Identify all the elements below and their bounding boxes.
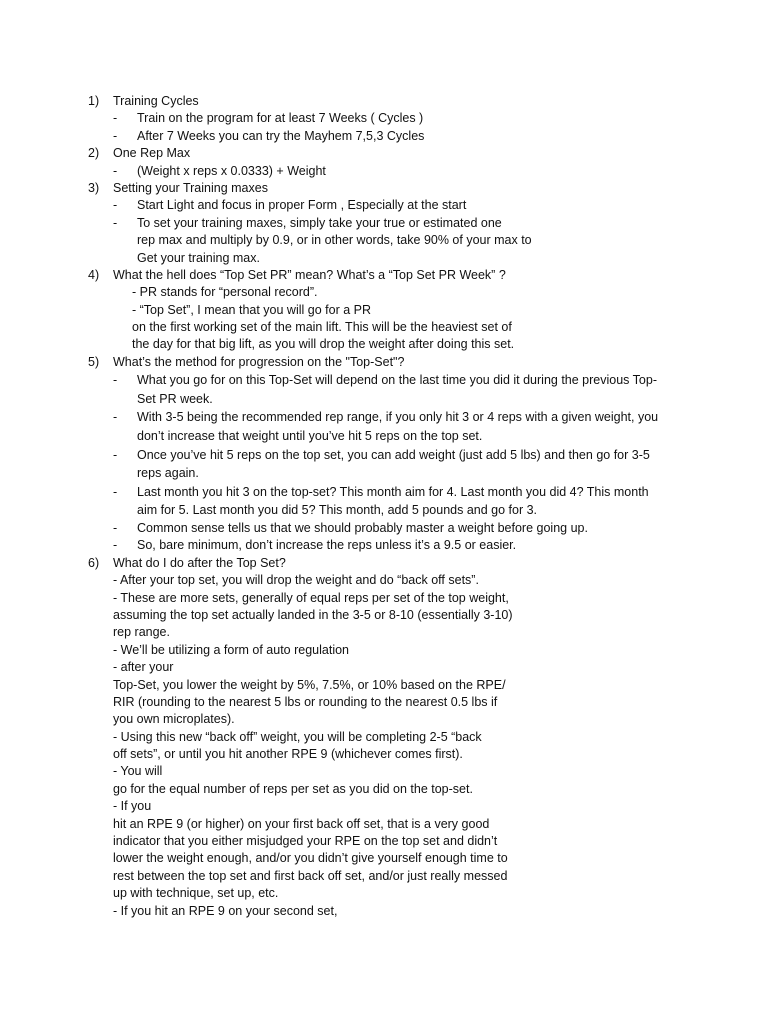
- document-line: [0, 798, 768, 815]
- paragraph-line: RIR (rounding to the nearest 5 lbs or rounding to the nearest 0.5 lbs if: [113, 694, 498, 709]
- section-heading: One Rep Max: [113, 146, 191, 161]
- sub-item-text: the day for that big lift, as you will drop the weight after doing this set.: [132, 337, 515, 352]
- document-line: [0, 371, 768, 390]
- document-line: [0, 746, 768, 763]
- paragraph-line: Top-Set, you lower the weight by 5%, 7.5%, or 10% based on the RPE/: [113, 677, 506, 692]
- section-heading: Training Cycles: [113, 94, 199, 108]
- paragraph-line: - after your: [113, 660, 174, 675]
- sub-item-text: - “Top Set”, I mean that you will go for a PR: [132, 302, 371, 317]
- list-number: 3): [88, 180, 100, 195]
- document-line: [0, 93, 768, 110]
- list-number: 2): [88, 146, 100, 161]
- bullet-text: Last month you hit 3 on the top-set? This month aim for 4. Last month you did 4? This month: [137, 484, 649, 499]
- bullet-text: With 3-5 being the recommended rep range, if you only hit 3 or 4 reps with a given weight, you: [137, 410, 659, 425]
- bullet-continuation: Set PR week.: [137, 391, 213, 406]
- document-line: [0, 427, 768, 446]
- document-line: [0, 624, 768, 641]
- document-line: [0, 197, 768, 214]
- document-line: [0, 729, 768, 746]
- bullet-dash: -: [113, 521, 118, 535]
- document-body: [0, 93, 768, 920]
- section-heading: What the hell does “Top Set PR” mean? What’s a “Top Set PR Week” ?: [113, 267, 506, 282]
- section-heading: What’s the method for progression on the "Top-Set"?: [113, 354, 405, 369]
- paragraph-line: - If you: [113, 799, 152, 814]
- document-line: [0, 607, 768, 624]
- document-line: [0, 763, 768, 780]
- paragraph-line: - Using this new “back off” weight, you will be completing 2-5 “back: [113, 729, 482, 744]
- bullet-dash: -: [113, 373, 118, 388]
- paragraph-line: lower the weight enough, and/or you didn’t give yourself enough time to: [113, 851, 508, 866]
- bullet-dash: -: [113, 198, 118, 213]
- document-line: [0, 659, 768, 676]
- paragraph-line: - We’ll be utilizing a form of auto regulation: [113, 642, 349, 657]
- paragraph-line: - After your top set, you will drop the weight and do “back off sets”.: [113, 573, 479, 588]
- document-line: [0, 215, 768, 232]
- document-line: [0, 903, 768, 920]
- document-line: [0, 501, 768, 520]
- bullet-text: Common sense tells us that we should probably master a weight before going up.: [137, 521, 588, 535]
- document-line: [0, 446, 768, 465]
- bullet-continuation: Get your training max.: [137, 250, 260, 265]
- paragraph-line: indicator that you either misjudged your RPE on the top set and didn’t: [113, 834, 498, 849]
- paragraph-line: - These are more sets, generally of equal reps per set of the top weight,: [113, 590, 509, 605]
- sub-item-text: on the first working set of the main lift. This will be the heaviest set of: [132, 320, 512, 335]
- document-line: [0, 850, 768, 867]
- paragraph-line: hit an RPE 9 (or higher) on your first back off set, that is a very good: [113, 816, 490, 831]
- paragraph-line: off sets”, or until you hit another RPE 9 (whichever comes first).: [113, 747, 463, 762]
- bullet-continuation: don’t increase that weight until you’ve hit 5 reps on the top set.: [137, 429, 483, 444]
- paragraph-line: up with technique, set up, etc.: [113, 886, 279, 901]
- bullet-dash: -: [113, 484, 118, 499]
- document-line: [0, 711, 768, 728]
- bullet-continuation: rep max and multiply by 0.9, or in other words, take 90% of your max to: [137, 233, 532, 248]
- bullet-dash: -: [113, 128, 118, 143]
- list-number: 1): [88, 94, 100, 108]
- bullet-dash: -: [113, 111, 118, 126]
- document-line: [0, 537, 768, 554]
- document-line: [0, 145, 768, 162]
- list-number: 4): [88, 267, 100, 282]
- document-line: [0, 163, 768, 180]
- paragraph-line: go for the equal number of reps per set as you did on the top-set.: [113, 781, 473, 796]
- sub-item-text: - PR stands for “personal record”.: [132, 285, 318, 300]
- section-heading: Setting your Training maxes: [113, 180, 268, 195]
- bullet-text: To set your training maxes, simply take your true or estimated one: [137, 215, 502, 230]
- document-line: [0, 572, 768, 589]
- document-line: [0, 336, 768, 353]
- document-line: [0, 390, 768, 409]
- paragraph-line: you own microplates).: [113, 712, 235, 727]
- list-number: 5): [88, 354, 100, 369]
- bullet-text: Start Light and focus in proper Form , Especially at the start: [137, 198, 467, 213]
- document-line: [0, 816, 768, 833]
- bullet-dash: -: [113, 447, 118, 462]
- bullet-dash: -: [113, 215, 118, 230]
- bullet-dash: -: [113, 163, 118, 178]
- document-line: [0, 180, 768, 197]
- document-line: [0, 885, 768, 902]
- document-line: [0, 694, 768, 711]
- document-line: [0, 128, 768, 145]
- document-line: [0, 250, 768, 267]
- document-line: [0, 408, 768, 427]
- document-line: [0, 590, 768, 607]
- document-line: [0, 868, 768, 885]
- document-line: [0, 833, 768, 850]
- document-line: [0, 232, 768, 249]
- bullet-text: What you go for on this Top-Set will depend on the last time you did it during the previous Top-: [137, 373, 657, 388]
- document-line: [0, 464, 768, 483]
- bullet-text: So, bare minimum, don’t increase the reps unless it’s a 9.5 or easier.: [137, 538, 517, 553]
- document-line: [0, 284, 768, 301]
- document-line: [0, 354, 768, 371]
- bullet-text: After 7 Weeks you can try the Mayhem 7,5,3 Cycles: [137, 128, 425, 143]
- paragraph-line: rest between the top set and first back off set, and/or just really messed: [113, 868, 508, 883]
- document-line: [0, 555, 768, 572]
- bullet-text: Train on the program for at least 7 Weeks ( Cycles ): [137, 111, 424, 126]
- bullet-text: Once you’ve hit 5 reps on the top set, you can add weight (just add 5 lbs) and then go for 3-5: [137, 447, 650, 462]
- document-line: [0, 642, 768, 659]
- document-line: [0, 520, 768, 537]
- paragraph-line: - You will: [113, 764, 163, 779]
- bullet-dash: -: [113, 410, 118, 425]
- paragraph-line: - If you hit an RPE 9 on your second set,: [113, 903, 338, 918]
- document-line: [0, 483, 768, 502]
- bullet-continuation: aim for 5. Last month you did 5? This month, add 5 pounds and go for 3.: [137, 503, 538, 518]
- bullet-dash: -: [113, 538, 118, 553]
- document-line: [0, 267, 768, 284]
- paragraph-line: rep range.: [113, 625, 170, 640]
- document-line: [0, 319, 768, 336]
- document-line: [0, 302, 768, 319]
- document-line: [0, 781, 768, 798]
- section-heading: What do I do after the Top Set?: [113, 555, 286, 570]
- document-line: [0, 677, 768, 694]
- list-number: 6): [88, 555, 100, 570]
- bullet-text: (Weight x reps x 0.0333) + Weight: [137, 163, 326, 178]
- bullet-continuation: reps again.: [137, 466, 199, 481]
- document-line: [0, 110, 768, 127]
- paragraph-line: assuming the top set actually landed in the 3-5 or 8-10 (essentially 3-10): [113, 607, 513, 622]
